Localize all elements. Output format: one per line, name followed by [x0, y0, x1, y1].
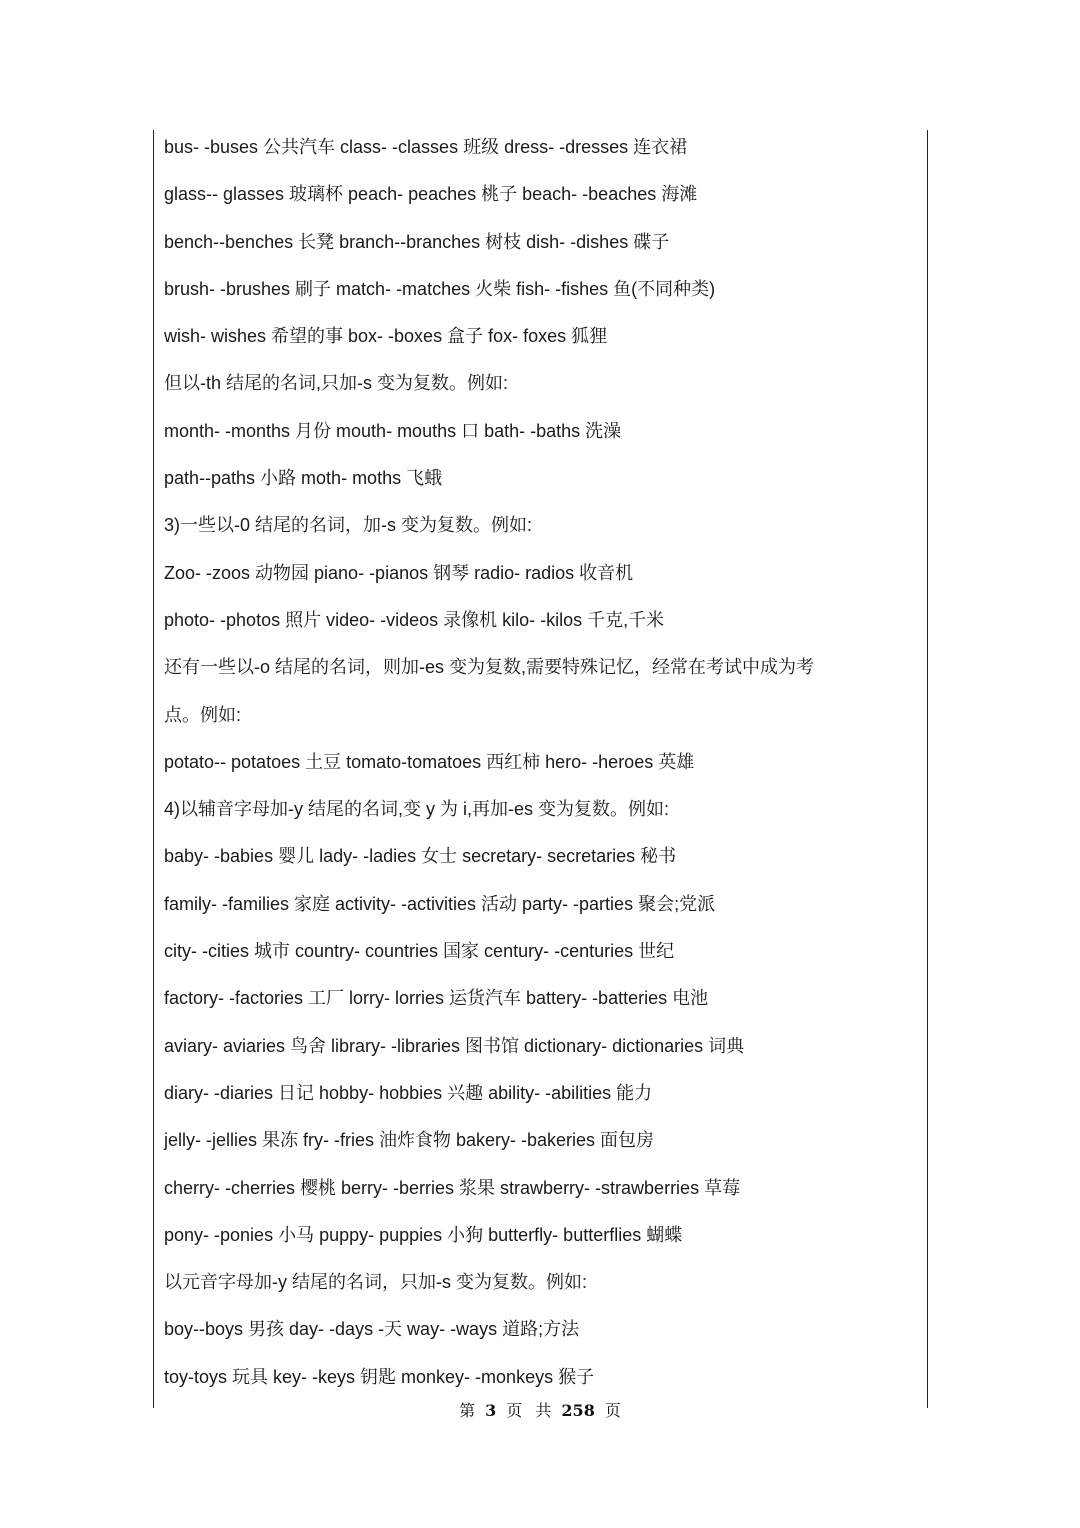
- text-line: photo- -photos 照片 video- -videos 录像机 kilo- -kilos 千克,千米: [164, 609, 665, 630]
- text-line: cherry- -cherries 樱桃 berry- -berries 浆果 strawberry- -strawberries 草莓: [164, 1177, 741, 1198]
- text-line: baby- -babies 婴儿 lady- -ladies 女士 secretary- secretaries 秘书: [164, 846, 677, 867]
- text-line: factory- -factories 工厂 lorry- lorries 运货汽车 battery- -batteries 电池: [164, 988, 709, 1009]
- text-line: boy--boys 男孩 day- -days -天 way- -ways 道路;方法: [164, 1319, 580, 1340]
- text-line: potato-- potatoes 土豆 tomato-tomatoes 西红柿 hero- -heroes 英雄: [164, 751, 695, 772]
- text-line: Zoo- -zoos 动物园 piano- -pianos 钢琴 radio- radios 收音机: [164, 562, 634, 583]
- page-footer: [0, 1398, 1080, 1421]
- footer-prefix: 第: [459, 1401, 476, 1420]
- text-line: family- -families 家庭 activity- -activities 活动 party- -parties 聚会;党派: [164, 893, 716, 914]
- text-line: diary- -diaries 日记 hobby- hobbies 兴趣 ability- -abilities 能力: [164, 1082, 653, 1103]
- text-line: pony- -ponies 小马 puppy- puppies 小狗 butterfly- butterflies 蝴蝶: [164, 1224, 683, 1245]
- footer-suffix: 页: [604, 1401, 621, 1420]
- right-margin-rule: [927, 130, 928, 1408]
- text-line: bench--benches 长凳 branch--branches 树枝 dish- -dishes 碟子: [164, 231, 670, 252]
- text-line: glass-- glasses 玻璃杯 peach- peaches 桃子 beach- -beaches 海滩: [164, 184, 698, 205]
- text-line: path--paths 小路 moth- moths 飞蛾: [164, 468, 443, 489]
- rule-line: 还有一些以-o 结尾的名词，则加-es 变为复数,需要特殊记忆，经常在考试中成为考: [164, 657, 815, 678]
- left-margin-rule: [153, 130, 154, 1408]
- current-page-number: 3: [485, 1401, 497, 1420]
- text-line: aviary- aviaries 鸟舍 library- -libraries 图书馆 dictionary- dictionaries 词典: [164, 1035, 745, 1056]
- rule-line: 4)以辅音字母加-y 结尾的名词,变 y 为 i,再加-es 变为复数。例如:: [164, 799, 670, 820]
- text-line: brush- -brushes 刷子 match- -matches 火柴 fish- -fishes 鱼(不同种类): [164, 278, 716, 299]
- total-pages-number: 258: [561, 1401, 595, 1420]
- text-line: jelly- -jellies 果冻 fry- -fries 油炸食物 bakery- -bakeries 面包房: [164, 1130, 655, 1151]
- rule-line: 点。例如:: [164, 704, 242, 725]
- text-line: month- -months 月份 mouth- mouths 口 bath- -baths 洗澡: [164, 420, 622, 441]
- text-line: toy-toys 玩具 key- -keys 钥匙 monkey- -monkeys 猴子: [164, 1366, 595, 1387]
- footer-total-word: 共: [535, 1401, 552, 1420]
- text-line: wish- wishes 希望的事 box- -boxes 盒子 fox- foxes 狐狸: [164, 326, 608, 347]
- rule-line: 以元音字母加-y 结尾的名词，只加-s 变为复数。例如:: [164, 1272, 587, 1293]
- rule-line: 但以-th 结尾的名词,只加-s 变为复数。例如:: [164, 373, 509, 394]
- footer-page-unit: 页: [506, 1401, 523, 1420]
- text-line: city- -cities 城市 country- countries 国家 century- -centuries 世纪: [164, 941, 675, 962]
- text-line: bus- -buses 公共汽车 class- -classes 班级 dress- -dresses 连衣裙: [164, 137, 688, 157]
- vocabulary-lines: [164, 124, 864, 1401]
- rule-line: 3)一些以-0 结尾的名词，加-s 变为复数。例如:: [164, 515, 533, 536]
